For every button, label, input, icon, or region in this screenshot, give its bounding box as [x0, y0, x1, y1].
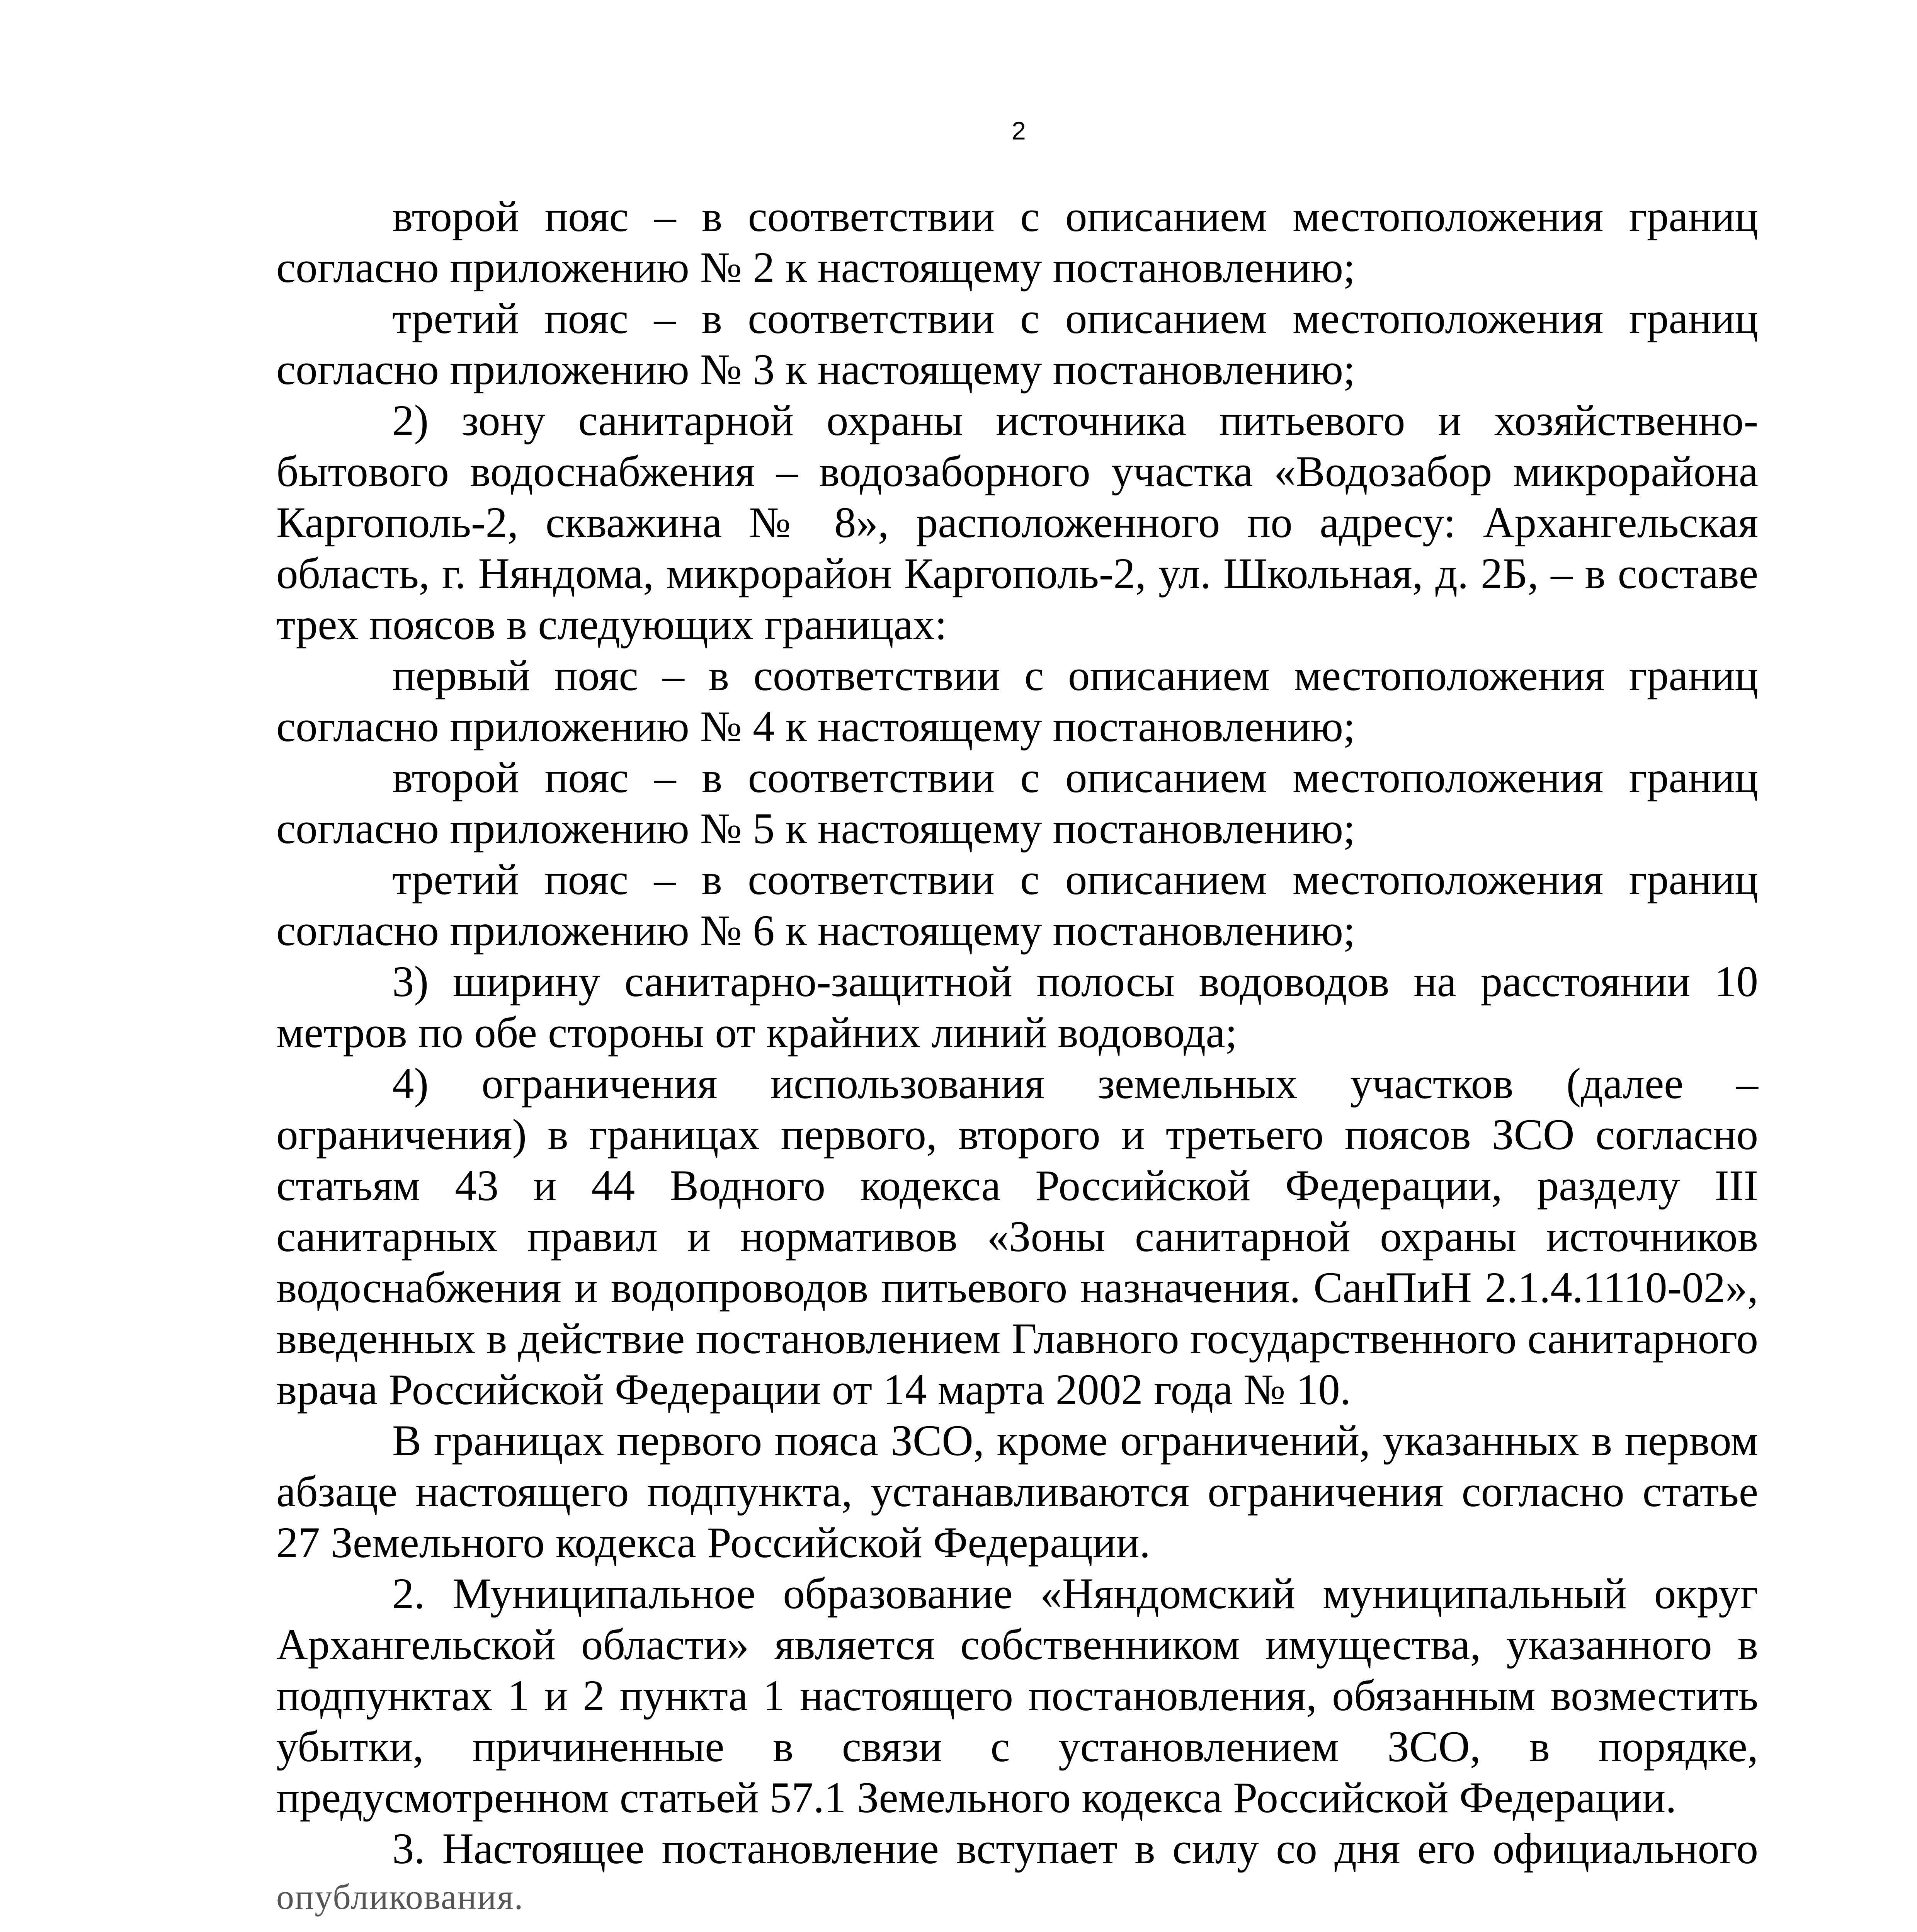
- paragraph-section-2: 2. Муниципальное образование «Няндомский муниципальный округ Архангельской области» является собственником имущества, указанного в подпунктах 1 и 2 пункта 1 настоящего постановления, обязанным возместить убытки, причиненные в связи с установлением ЗСО, в порядке, предусмотренном статьей 57.1 Земельного кодекса Российской Федерации.: [276, 1570, 1758, 1822]
- page-number: 2: [1012, 116, 1026, 145]
- paragraph-section-3-ending: опубликования.: [276, 1877, 524, 1917]
- paragraph-belt1: первый пояс – в соответствии с описанием местоположения границ согласно приложению № 4 к настоящему постановлению;: [276, 651, 1758, 751]
- paragraph-section-3: 3. Настоящее постановление вступает в силу со дня его официального: [392, 1825, 1758, 1873]
- document-body: [276, 191, 1758, 1922]
- paragraph-item-4: 4) ограничения использования земельных участков (далее – ограничения) в границах первого, второго и третьего поясов ЗСО согласно статьям 43 и 44 Водного кодекса Российской Федерации, разделу III санитарных правил и нормативов «Зоны санитарной охраны источников водоснабжения и водопроводов питьевого назначения. СанПиН 2.1.4.1110-02», введенных в действие постановлением Главного государственного санитарного врача Российской Федерации от 14 марта 2002 года № 10.: [276, 1060, 1758, 1414]
- paragraph-belt3: третий пояс – в соответствии с описанием местоположения границ согласно приложению № 6 к настоящему постановлению;: [276, 855, 1758, 955]
- paragraph-zone2-belt3: третий пояс – в соответствии с описанием местоположения границ согласно приложению № 3 к настоящему постановлению;: [276, 294, 1758, 394]
- paragraph-belt2: второй пояс – в соответствии с описанием местоположения границ согласно приложению № 5 к настоящему постановлению;: [276, 753, 1758, 853]
- paragraph-item-3: 3) ширину санитарно-защитной полосы водоводов на расстоянии 10 метров по обе стороны от крайних линий водовода;: [276, 957, 1758, 1057]
- paragraph-first-belt-restrictions: В границах первого пояса ЗСО, кроме ограничений, указанных в первом абзаце настоящего подпункта, устанавливаются ограничения согласно статье 27 Земельного кодекса Российской Федерации.: [276, 1417, 1758, 1567]
- paragraph-zone2-belt2: второй пояс – в соответствии с описанием местоположения границ согласно приложению № 2 к настоящему постановлению;: [276, 192, 1758, 292]
- paragraph-item-2: 2) зону санитарной охраны источника питьевого и хозяйственно-бытового водоснабжения – водозаборного участка «Водозабор микрорайона Каргополь-2, скважина № 8», расположенного по адресу: Архангельская область, г. Няндома, микрорайон Каргополь-2, ул. Школьная, д. 2Б, – в составе трех поясов в следующих границах:: [276, 396, 1758, 649]
